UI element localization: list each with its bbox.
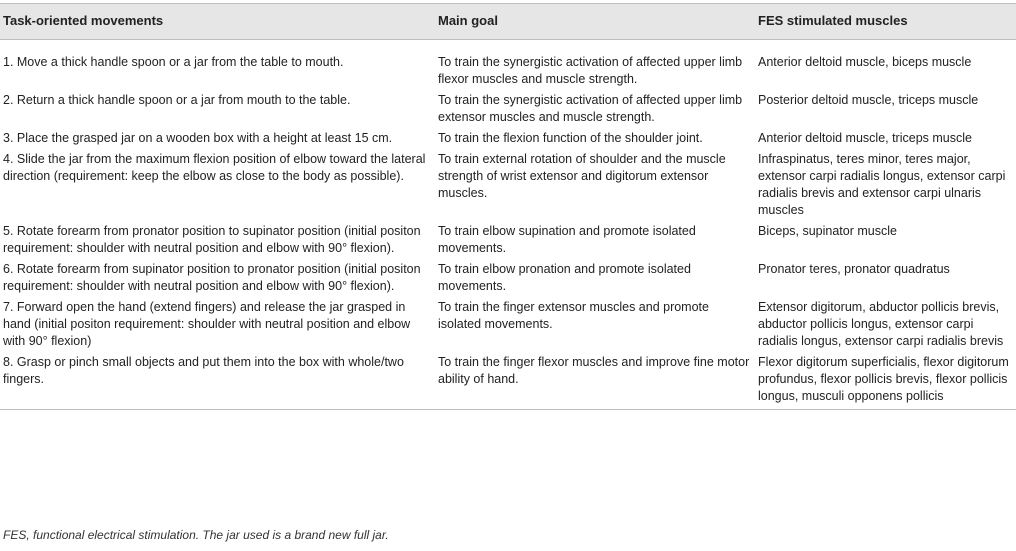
- table-footnote: FES, functional electrical stimulation. The jar used is a brand new full jar.: [3, 528, 389, 542]
- goal-cell: To train the finger flexor muscles and improve fine motor ability of hand.: [436, 350, 756, 410]
- muscles-cell: Flexor digitorum superficialis, flexor digitorum profundus, flexor pollicis brevis, flexor pollicis longus, musculi opponens pollicis: [756, 350, 1016, 410]
- movement-cell: 2. Return a thick handle spoon or a jar from mouth to the table.: [3, 93, 351, 107]
- movement-cell: 6. Rotate forearm from supinator position to pronator position (initial positon requirement: shoulder with neutral position and elbow with 90° flexion).: [3, 262, 421, 293]
- muscles-cell: Pronator teres, pronator quadratus: [758, 262, 950, 276]
- table-header: [0, 4, 1016, 40]
- table-row: [0, 88, 1016, 126]
- muscles-cell: Posterior deltoid muscle, triceps muscle: [758, 93, 979, 107]
- muscles-cell: Infraspinatus, teres minor, teres major, extensor carpi radialis longus, extensor carpi radialis brevis and extensor carpi ulnaris muscles: [758, 152, 1006, 217]
- table-row: [0, 257, 1016, 295]
- table-row: [0, 40, 1016, 89]
- task-table: [0, 3, 1016, 410]
- goal-cell: To train the synergistic activation of affected upper limb extensor muscles and muscle strength.: [438, 93, 743, 124]
- header-main-goal: Main goal: [436, 4, 756, 40]
- table-row: [0, 350, 1016, 410]
- table-row: [0, 126, 1016, 147]
- goal-cell: To train the synergistic activation of affected upper limb flexor muscles and muscle strength.: [438, 55, 743, 86]
- movement-cell: 1. Move a thick handle spoon or a jar from the table to mouth.: [3, 55, 344, 69]
- movement-cell: 5. Rotate forearm from pronator position to supinator position (initial positon requirement: shoulder with neutral position and elbow with 90° flexion).: [3, 224, 421, 255]
- table-body: [0, 40, 1016, 410]
- movement-cell: 3. Place the grasped jar on a wooden box with a height at least 15 cm.: [3, 131, 393, 145]
- movement-cell: 8. Grasp or pinch small objects and put them into the box with whole/two fingers.: [0, 350, 436, 410]
- movement-cell: 7. Forward open the hand (extend fingers) and release the jar grasped in hand (initial positon requirement: shoulder with neutral position and elbow with 90° flexion): [3, 300, 411, 348]
- table-row: [0, 147, 1016, 219]
- header-fes-stimulated-muscles: FES stimulated muscles: [756, 4, 1016, 40]
- table-row: [0, 295, 1016, 350]
- header-task-oriented-movements: Task-oriented movements: [0, 4, 436, 40]
- muscles-cell: Extensor digitorum, abductor pollicis brevis, abductor pollicis longus, extensor carpi radialis longus, extensor carpi radialis brevis: [758, 300, 1004, 348]
- muscles-cell: Biceps, supinator muscle: [758, 224, 897, 238]
- table-row: [0, 219, 1016, 257]
- muscles-cell: Anterior deltoid muscle, biceps muscle: [758, 55, 972, 69]
- movement-cell: 4. Slide the jar from the maximum flexion position of elbow toward the lateral direction (requirement: keep the elbow as close to the body as possible).: [3, 152, 426, 183]
- goal-cell: To train the finger extensor muscles and promote isolated movements.: [438, 300, 709, 331]
- goal-cell: To train elbow supination and promote isolated movements.: [438, 224, 696, 255]
- muscles-cell: Anterior deltoid muscle, triceps muscle: [758, 131, 972, 145]
- goal-cell: To train the flexion function of the shoulder joint.: [438, 131, 703, 145]
- header-row: [0, 4, 1016, 40]
- goal-cell: To train external rotation of shoulder and the muscle strength of wrist extensor and digitorum extensor muscles.: [438, 152, 726, 200]
- goal-cell: To train elbow pronation and promote isolated movements.: [438, 262, 691, 293]
